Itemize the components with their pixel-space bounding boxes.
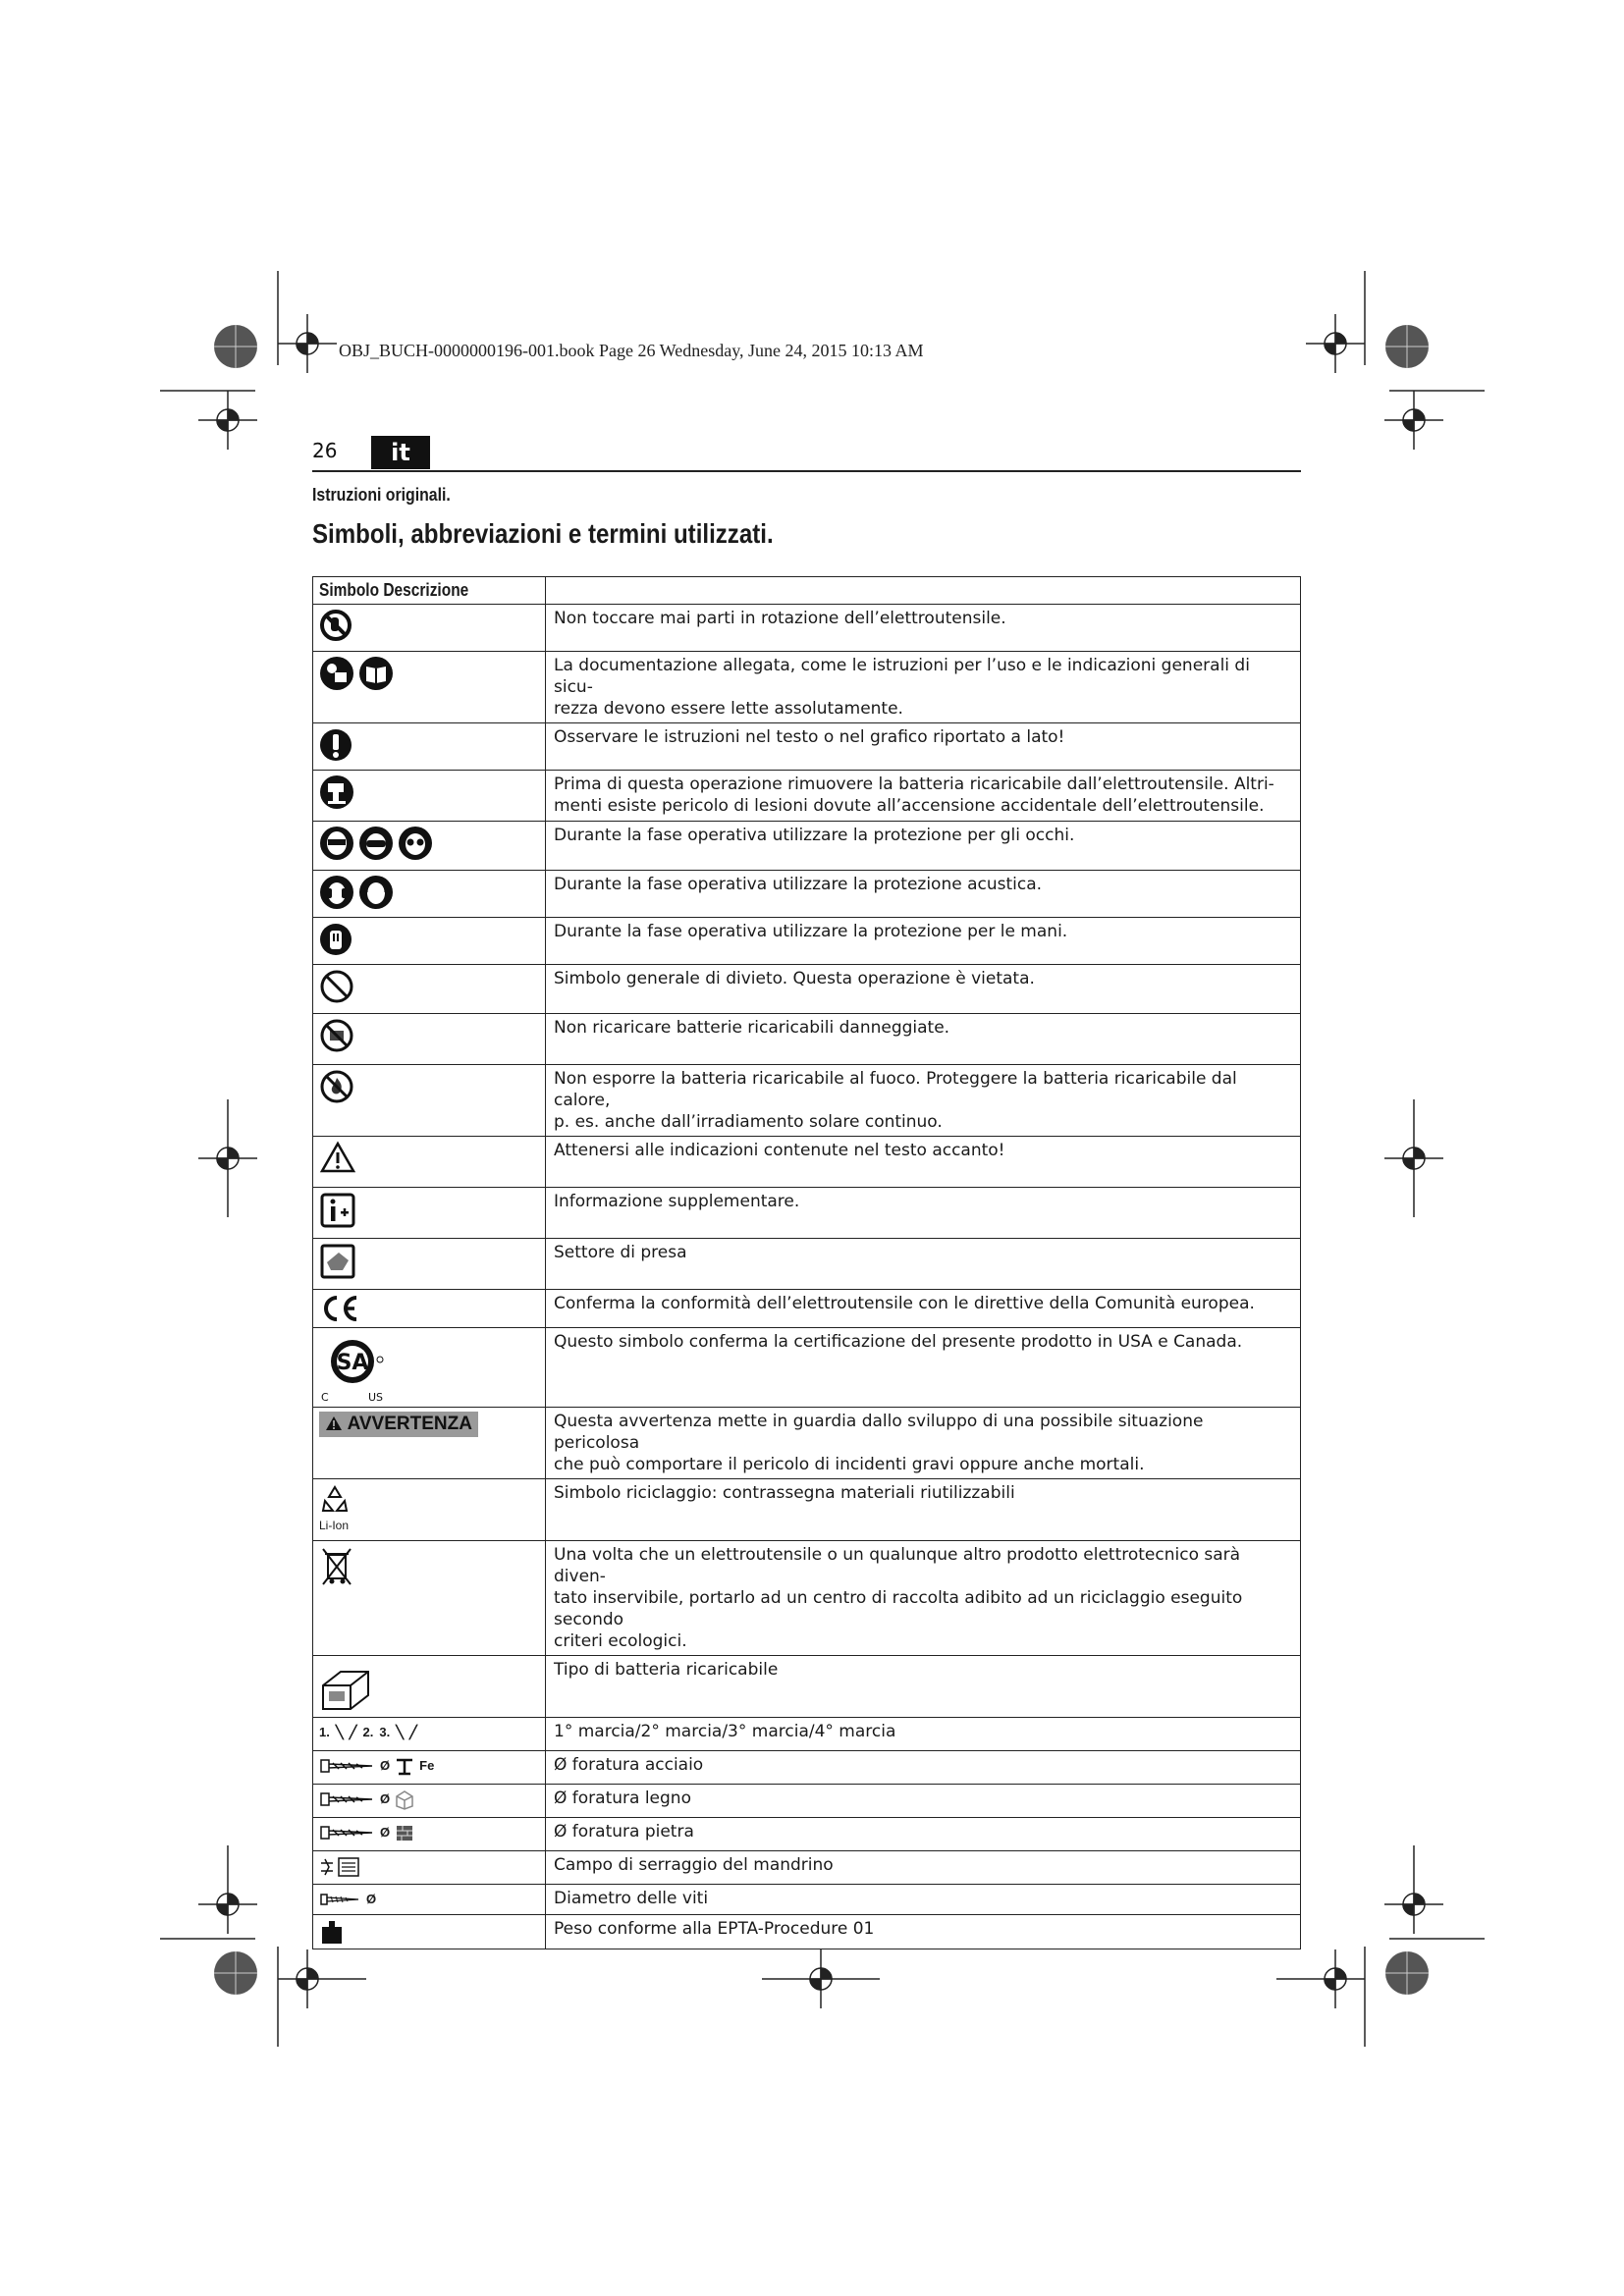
diameter-symbol: Ø: [380, 1758, 391, 1773]
description-line: che può comportare il pericolo di incidenti gravi oppure anche mortali.: [554, 1455, 1145, 1474]
no-charge-damaged-battery-icon: [319, 1018, 354, 1053]
table-header-row: [313, 577, 1301, 605]
csa-us-label: US: [368, 1391, 384, 1403]
table-row: [313, 1137, 1301, 1188]
ce-mark-icon: [319, 1294, 360, 1323]
subtitle: Istruzioni originali.: [312, 485, 451, 505]
remove-battery-icon: [319, 774, 354, 810]
gloves-icon: [319, 922, 352, 957]
table-row: [313, 1851, 1301, 1885]
description: Durante la fase operativa utilizzare la protezione per gli occhi.: [554, 826, 1075, 845]
page-number: 26: [312, 439, 338, 462]
description: Settore di presa: [554, 1243, 687, 1262]
description: Simbolo generale di divieto. Questa operazione è vietata.: [554, 969, 1035, 988]
gear-1-label: 1.: [319, 1725, 330, 1739]
warning-triangle-icon: [319, 1141, 356, 1174]
table-header-label: Simbolo Descrizione: [319, 580, 469, 600]
description: Tipo di batteria ricaricabile: [554, 1660, 779, 1680]
table-row: [313, 1014, 1301, 1065]
table-row: [313, 1818, 1301, 1851]
no-fire-battery-icon: [319, 1069, 354, 1104]
table-row: [313, 723, 1301, 771]
warning-label-text: AVVERTENZA: [347, 1414, 472, 1434]
description: Diametro delle viti: [554, 1889, 709, 1908]
description: Non toccare mai parti in rotazione dell’elettroutensile.: [554, 609, 1006, 628]
description: Peso conforme alla EPTA-Procedure 01: [554, 1919, 875, 1939]
safety-glasses-icon: [398, 826, 433, 861]
gear-2-label: 2.: [362, 1725, 374, 1739]
table-row: [313, 1656, 1301, 1718]
print-file-header: OBJ_BUCH-0000000196-001.book Page 26 Wednesday, June 24, 2015 10:13 AM: [339, 341, 924, 360]
description-line: criteri ecologici.: [554, 1631, 687, 1651]
diameter-symbol: Ø: [366, 1892, 377, 1906]
screw-diameter-icon: [319, 1892, 362, 1907]
table-row: [313, 1885, 1301, 1915]
table-row: [313, 1188, 1301, 1239]
weight-icon: [319, 1919, 345, 1945]
description-line: Questa avvertenza mette in guardia dallo sviluppo di una possibile situazione pericolosa: [554, 1412, 1204, 1453]
table-row: [313, 1290, 1301, 1328]
description-line: La documentazione allegata, come le istruzioni per l’uso e le indicazioni generali di sicu-: [554, 656, 1250, 697]
description-line: rezza devono essere lette assolutamente.: [554, 699, 903, 719]
recycling-icon: [319, 1483, 351, 1515]
description: Questo simbolo conferma la certificazione del presente prodotto in USA e Canada.: [554, 1332, 1243, 1352]
table-row: [313, 605, 1301, 652]
table-row: [313, 771, 1301, 822]
description: Non ricaricare batterie ricaricabili danneggiate.: [554, 1018, 950, 1038]
diameter-symbol: Ø: [380, 1791, 391, 1806]
description: Durante la fase operativa utilizzare la protezione acustica.: [554, 875, 1043, 894]
table-row: [313, 1065, 1301, 1137]
table-row: [313, 1239, 1301, 1290]
description: Durante la fase operativa utilizzare la protezione per le mani.: [554, 922, 1068, 941]
description-line: Prima di questa operazione rimuovere la batteria ricaricabile dall’elettroutensile. Altri-: [554, 774, 1274, 794]
wood-material-icon: [394, 1789, 415, 1810]
description: 1° marcia/2° marcia/3° marcia/4° marcia: [554, 1722, 896, 1741]
gear-3-label: 3.: [379, 1725, 391, 1739]
li-ion-label: Li-Ion: [319, 1519, 350, 1532]
table-row: [313, 652, 1301, 723]
warning-triangle-icon: [325, 1415, 343, 1431]
description: Ø foratura pietra: [554, 1822, 694, 1842]
info-icon: [319, 1192, 356, 1229]
no-touch-rotating-parts-icon: [319, 609, 352, 642]
ear-muffs-icon: [319, 875, 354, 910]
description: Ø foratura acciaio: [554, 1755, 704, 1775]
table-row: [313, 1718, 1301, 1751]
description: Simbolo riciclaggio: contrassegna materiali riutilizzabili: [554, 1483, 1015, 1503]
description-line: tato inservibile, portarlo ad un centro di raccolta adibito ad un riciclaggio eseguito secondo: [554, 1588, 1243, 1629]
gear-selection-icon: 1. ╲ ╱ 2. 3. ╲ ╱: [319, 1722, 539, 1743]
steel-material-icon: [394, 1755, 415, 1777]
diameter-symbol: Ø: [380, 1825, 391, 1840]
battery-pack-icon: [319, 1666, 372, 1713]
table-row: [313, 1751, 1301, 1785]
table-row: [313, 965, 1301, 1014]
grip-area-icon: [319, 1243, 356, 1280]
svg-text:SA: SA: [336, 1351, 369, 1375]
description: Attenersi alle indicazioni contenute nel testo accanto!: [554, 1141, 1005, 1160]
description: Campo di serraggio del mandrino: [554, 1855, 834, 1875]
weee-bin-icon: [319, 1545, 354, 1588]
description: Conferma la conformità dell’elettroutensile con le direttive della Comunità europea.: [554, 1294, 1255, 1313]
table-row: [313, 1541, 1301, 1656]
description-line: p. es. anche dall’irradiamento solare continuo.: [554, 1112, 943, 1132]
table-row: [313, 822, 1301, 871]
read-manual-person-icon: [319, 656, 354, 691]
table-row: [313, 1328, 1301, 1408]
exclamation-icon: [319, 727, 352, 763]
table-row: [313, 1915, 1301, 1949]
table-row: [313, 871, 1301, 918]
chuck-range-icon: [319, 1855, 362, 1879]
table-row: [313, 1408, 1301, 1479]
drill-bit-icon: [319, 1756, 376, 1776]
table-row: [313, 1479, 1301, 1541]
language-badge: it: [371, 436, 430, 469]
goggles-icon: [358, 826, 394, 861]
drill-bit-icon: [319, 1823, 376, 1842]
ear-plugs-icon: [358, 875, 394, 910]
page-title: Simboli, abbreviazioni e termini utilizzati.: [312, 518, 774, 549]
description: Informazione supplementare.: [554, 1192, 800, 1211]
table-row: [313, 918, 1301, 965]
fe-label: Fe: [419, 1758, 435, 1773]
csa-mark-icon: [319, 1332, 398, 1403]
description-line: Non esporre la batteria ricaricabile al fuoco. Proteggere la batteria ricaricabile dal calore,: [554, 1069, 1237, 1110]
description: Osservare le istruzioni nel testo o nel grafico riportato a lato!: [554, 727, 1065, 747]
drill-bit-icon: [319, 1789, 376, 1809]
description-line: menti esiste pericolo di lesioni dovute all’accensione accidentale dell’elettroutensile.: [554, 796, 1265, 816]
description: Ø foratura legno: [554, 1789, 691, 1808]
table-row: [313, 1785, 1301, 1818]
symbols-table: [312, 576, 1301, 1949]
face-shield-icon: [319, 826, 354, 861]
prohibition-icon: [319, 969, 354, 1004]
csa-c-label: C: [321, 1391, 329, 1403]
header-rule: [312, 470, 1301, 472]
warning-label: [319, 1412, 478, 1437]
description-line: Una volta che un elettroutensile o un qualunque altro prodotto elettrotecnico sarà diven-: [554, 1545, 1241, 1586]
read-manual-book-icon: [358, 656, 394, 691]
stone-material-icon: [394, 1822, 415, 1843]
